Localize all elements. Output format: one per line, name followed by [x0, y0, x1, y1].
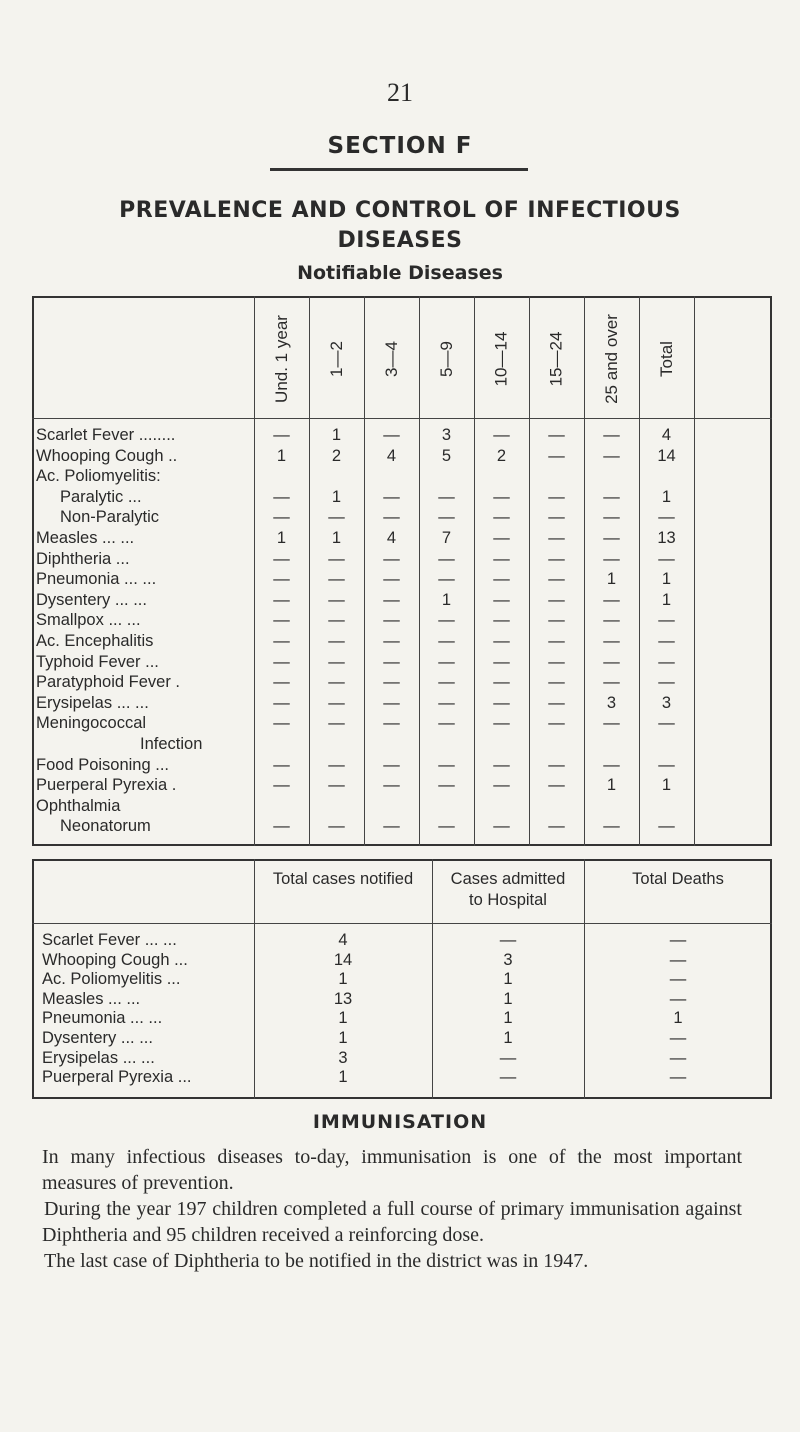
table-cell: — [658, 611, 675, 630]
table-cell: — [383, 755, 400, 774]
table-cell: 1 [331, 426, 342, 444]
row-label: Erysipelas ... ... [42, 1048, 155, 1067]
table-cell: — [548, 446, 565, 465]
section-title-underline [270, 168, 528, 171]
table-cell: — [273, 508, 290, 527]
table-cell: — [493, 632, 510, 650]
table-cell: — [438, 776, 455, 795]
row-label: Smallpox ... ... [36, 611, 141, 630]
table-cell: — [328, 776, 345, 795]
table-cell: — [273, 611, 290, 630]
table-cell: — [328, 652, 345, 671]
column-header-label: 25 and over [601, 314, 621, 404]
table-cell: — [493, 693, 510, 712]
row-label: Ac. Poliomyelitis ... [42, 970, 181, 989]
table-cell: — [548, 549, 565, 568]
table-cell: — [493, 426, 510, 444]
column-divider [254, 296, 255, 846]
table-cell: — [603, 529, 620, 547]
table-cell: 4 [386, 446, 397, 465]
table-cell: — [328, 508, 345, 527]
table-cell: — [438, 632, 455, 650]
table-cell: — [438, 508, 455, 527]
table-cell: — [548, 487, 565, 506]
table-cell: — [273, 570, 290, 589]
table-cell: — [493, 776, 510, 795]
table-cell: — [273, 487, 290, 506]
table-cell: — [383, 714, 400, 733]
row-label: Puerperal Pyrexia . [36, 776, 177, 795]
column-divider [419, 296, 420, 846]
row-label: Ac. Poliomyelitis: [36, 467, 161, 486]
table-cell: — [669, 1048, 687, 1067]
table-cell: — [383, 549, 400, 568]
table-cell: — [548, 652, 565, 671]
table-cell: — [493, 673, 510, 692]
table-cell: — [603, 446, 620, 465]
table-cell: 1 [606, 776, 617, 795]
table-cell: — [493, 529, 510, 547]
table-cell: — [658, 549, 675, 568]
table-cell: 5 [441, 446, 452, 465]
column-header [372, 304, 412, 414]
table-cell: 1 [441, 590, 452, 609]
table-cell: — [383, 776, 400, 795]
table-cell: — [273, 817, 290, 836]
row-label: Ac. Encephalitis [36, 632, 154, 650]
table-cell: — [669, 970, 687, 989]
table-cell: — [548, 508, 565, 527]
table-cell: — [548, 693, 565, 712]
table-cell: 2 [496, 446, 507, 465]
table-cell: 1 [276, 529, 287, 547]
table-cell: 14 [657, 446, 676, 465]
table-cell: — [383, 632, 400, 650]
cases-summary-table [32, 859, 772, 1099]
table-cell: — [273, 714, 290, 733]
table-cell: — [273, 755, 290, 774]
column-header [482, 304, 522, 414]
table-cell: — [328, 632, 345, 650]
table-cell: 2 [331, 446, 342, 465]
table-cell: — [603, 611, 620, 630]
column-divider [584, 296, 585, 846]
paragraph-2: During the year 197 children completed a full course of primary immunisation against Diphtheria and 95 children received a reinforcing dose. [42, 1198, 742, 1246]
table-cell: 13 [333, 989, 353, 1008]
column-divider [474, 296, 475, 846]
table-cell: 1 [338, 1029, 348, 1047]
table-cell: — [273, 776, 290, 795]
column-header [427, 304, 467, 414]
row-label: Whooping Cough .. [36, 446, 178, 465]
table-cell: — [438, 487, 455, 506]
table-cell: — [383, 817, 400, 836]
table-cell: 7 [441, 529, 452, 547]
row-label: Typhoid Fever ... [36, 652, 159, 671]
table-cell: — [438, 549, 455, 568]
table-cell: — [499, 1048, 517, 1067]
table-cell: 1 [338, 1009, 348, 1028]
immunisation-text [42, 1144, 742, 1274]
table-cell: 4 [338, 931, 348, 949]
table-cell: — [603, 487, 620, 506]
table-cell: — [669, 1068, 687, 1087]
row-label: Neonatorum [60, 817, 151, 836]
table-cell: 1 [661, 776, 672, 795]
row-label: Dysentery ... ... [42, 1029, 153, 1047]
table-cell: — [328, 549, 345, 568]
table-cell: 1 [661, 570, 672, 589]
table-cell: — [328, 673, 345, 692]
table-cell: 3 [441, 426, 452, 444]
row-label: Non-Paralytic [60, 508, 160, 527]
row-label: Ophthalmia [36, 796, 121, 815]
column-header: Total cases notified [272, 870, 414, 888]
row-label: Paralytic ... [60, 487, 142, 506]
table-cell: 3 [661, 693, 672, 712]
table-cell: — [273, 673, 290, 692]
table-cell: — [383, 652, 400, 671]
column-header-label: 10—14 [491, 331, 511, 387]
column-header [647, 304, 687, 414]
row-label: Pneumonia ... ... [42, 1009, 163, 1028]
table-cell: 4 [661, 426, 672, 444]
table-cell: — [383, 693, 400, 712]
column-header [262, 304, 302, 414]
table-cell: 3 [606, 693, 617, 712]
table-cell: — [493, 570, 510, 589]
table-cell: — [548, 714, 565, 733]
table-cell: — [669, 1029, 687, 1047]
column-header [537, 304, 577, 414]
table-cell: — [499, 931, 517, 949]
row-label: Puerperal Pyrexia ... [42, 1068, 192, 1087]
table-cell: — [383, 611, 400, 630]
table-cell: — [658, 508, 675, 527]
table-cell: — [383, 426, 400, 444]
table-cell: — [548, 590, 565, 609]
table-cell: — [383, 673, 400, 692]
table-cell: — [603, 673, 620, 692]
row-label: Paratyphoid Fever . [36, 673, 180, 692]
table-cell: — [603, 590, 620, 609]
table-cell: — [548, 426, 565, 444]
table-cell: — [493, 714, 510, 733]
column-header [592, 304, 632, 414]
table-cell: — [548, 529, 565, 547]
immunisation-heading: IMMUNISATION [312, 1111, 488, 1133]
table-cell: — [603, 632, 620, 650]
column-header: Cases admitted to Hospital [450, 870, 566, 909]
table-cell: — [603, 817, 620, 836]
table-cell: — [383, 570, 400, 589]
table-cell: — [603, 508, 620, 527]
table-cell: 4 [386, 529, 397, 547]
table-cell: — [438, 570, 455, 589]
table-cell: — [438, 693, 455, 712]
column-divider [309, 296, 310, 846]
column-divider [529, 296, 530, 846]
table-cell: — [548, 817, 565, 836]
table-cell: — [273, 652, 290, 671]
table-cell: — [603, 549, 620, 568]
row-label: Scarlet Fever ... ... [42, 931, 177, 949]
row-label: Measles ... ... [36, 529, 135, 547]
table-cell: — [658, 755, 675, 774]
table-cell: — [383, 590, 400, 609]
table-cell: — [669, 931, 687, 949]
header-rule [32, 418, 772, 419]
table-cell: — [328, 693, 345, 712]
table-cell: — [548, 776, 565, 795]
column-divider [364, 296, 365, 846]
table-cell: — [658, 673, 675, 692]
table-cell: — [438, 714, 455, 733]
table-cell: 1 [276, 446, 287, 465]
table-cell: — [438, 652, 455, 671]
page-number: 21 [387, 78, 413, 107]
table-cell: 1 [331, 529, 342, 547]
table-cell: — [658, 714, 675, 733]
table-cell: — [273, 549, 290, 568]
row-label: Dysentery ... ... [36, 590, 147, 609]
table-cell: — [328, 714, 345, 733]
column-header-label: 15—24 [546, 331, 566, 387]
table-cell: — [493, 611, 510, 630]
table-cell: 14 [333, 950, 353, 969]
paragraph-3: The last case of Diphtheria to be notified in the district was in 1947. [44, 1250, 589, 1272]
table-cell: — [438, 755, 455, 774]
section-title: SECTION F [327, 133, 473, 159]
table-cell: — [438, 611, 455, 630]
table-cell: — [499, 1068, 517, 1087]
row-label: Infection [140, 735, 203, 753]
column-header-label: 3—4 [381, 341, 401, 377]
table-cell: — [493, 487, 510, 506]
row-label: Whooping Cough ... [42, 950, 188, 969]
table-cell: — [669, 950, 687, 969]
table-cell: — [493, 508, 510, 527]
table-cell: — [438, 673, 455, 692]
table-cell: — [273, 632, 290, 650]
table-cell: — [548, 673, 565, 692]
column-header-label: 5—9 [436, 341, 456, 377]
table-cell: — [273, 590, 290, 609]
table-cell: — [438, 817, 455, 836]
table-cell: — [328, 611, 345, 630]
table-cell: 1 [503, 1029, 513, 1047]
table-cell: 1 [503, 970, 513, 989]
table-cell: — [328, 755, 345, 774]
column-header-label: 1—2 [326, 341, 346, 377]
table-cell: — [603, 714, 620, 733]
table-cell: — [328, 817, 345, 836]
table-cell: 1 [673, 1009, 683, 1028]
table-cell: — [328, 570, 345, 589]
table-cell: — [658, 632, 675, 650]
table-cell: — [658, 817, 675, 836]
column-divider [694, 296, 695, 846]
header-rule [32, 923, 772, 924]
table-cell: 1 [503, 1009, 513, 1028]
column-header [317, 304, 357, 414]
table-cell: — [548, 611, 565, 630]
table-cell: — [273, 693, 290, 712]
table-cell: — [383, 487, 400, 506]
table-cell: 1 [606, 570, 617, 589]
table-cell: 1 [661, 590, 672, 609]
table-cell: — [328, 590, 345, 609]
row-label: Diphtheria ... [36, 549, 130, 568]
table-cell: 13 [657, 529, 676, 547]
table-cell: — [548, 755, 565, 774]
table-cell: — [493, 652, 510, 671]
table-cell: — [603, 426, 620, 444]
table-cell: 3 [503, 950, 513, 969]
table-cell: 3 [338, 1048, 348, 1067]
table-cell: — [493, 755, 510, 774]
row-label: Measles ... ... [42, 989, 141, 1008]
table-cell: 1 [661, 487, 672, 506]
table-cell: — [493, 590, 510, 609]
notifiable-diseases-table [32, 296, 772, 846]
column-header-label: Total [656, 341, 676, 377]
table-cell: 1 [338, 970, 348, 989]
table-cell: — [383, 508, 400, 527]
table-cell: — [548, 570, 565, 589]
column-divider [639, 296, 640, 846]
main-title: PREVALENCE AND CONTROL OF INFECTIOUS DISEASES [119, 198, 681, 253]
table-cell: — [603, 755, 620, 774]
row-label: Food Poisoning ... [36, 755, 169, 774]
sub-title: Notifiable Diseases [297, 262, 503, 284]
table-cell: — [658, 652, 675, 671]
table-cell: — [548, 632, 565, 650]
row-label: Scarlet Fever ........ [36, 426, 176, 444]
table-cell: — [273, 426, 290, 444]
table-cell: — [603, 652, 620, 671]
paragraph-1: In many infectious diseases to-day, immunisation is one of the most important measures of prevention. [42, 1146, 742, 1194]
row-label: Meningococcal [36, 714, 147, 733]
table-cell: 1 [331, 487, 342, 506]
table-cell: 1 [338, 1068, 348, 1087]
column-header: Total Deaths [632, 870, 724, 888]
column-header-label: Und. 1 year [271, 315, 291, 403]
row-label: Pneumonia ... ... [36, 570, 157, 589]
row-label: Erysipelas ... ... [36, 693, 149, 712]
table-cell: — [669, 989, 687, 1008]
table-cell: 1 [503, 989, 513, 1008]
table-cell: — [493, 817, 510, 836]
table-cell: — [493, 549, 510, 568]
